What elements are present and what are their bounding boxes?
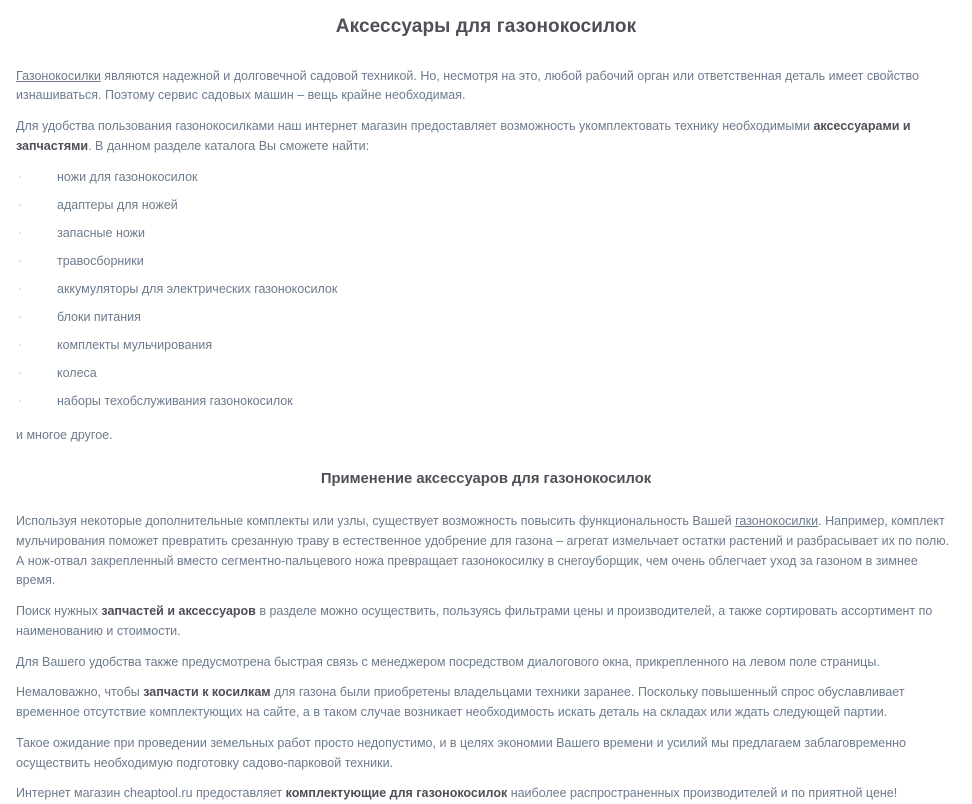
shop-paragraph xyxy=(16,106,956,157)
list-item xyxy=(16,331,956,359)
list-item xyxy=(16,163,956,191)
lawnmower-link[interactable]: газонокосилки xyxy=(735,514,819,529)
list-item xyxy=(16,219,956,247)
list-item-label: блоки питания xyxy=(57,309,141,324)
usage-paragraph xyxy=(16,496,956,591)
list-item xyxy=(16,303,956,331)
section-title: Применение аксессуаров для газонокосилок xyxy=(320,471,652,488)
waiting-paragraph: Такое ожидание при проведении земельных работ просто недопустимо, и в целях экономии Вашего времени и усилий мы предлагаем заблаговременно осуществить необходимую подготовку садово-парковой техники. xyxy=(16,735,906,770)
bullet-icon: · xyxy=(18,393,23,408)
page-title: Аксессуары для газонокосилок xyxy=(335,16,637,37)
accessories-list xyxy=(16,157,956,415)
list-item-label: колеса xyxy=(57,365,97,380)
list-item-label: запасные ножи xyxy=(57,225,146,240)
list-item-label: травосборники xyxy=(57,253,144,268)
usage-paragraph-part1: Используя некоторые дополнительные комплекты или узлы, существует возможность повысить функциональность Вашей xyxy=(16,514,736,529)
spares-paragraph xyxy=(16,672,956,723)
search-paragraph xyxy=(16,591,956,642)
bullet-icon: · xyxy=(18,197,23,212)
search-paragraph-part1: Поиск нужных xyxy=(16,604,102,619)
bullet-icon: · xyxy=(18,225,23,240)
closing-paragraph-part1: Интернет магазин cheaptool.ru предоставляет xyxy=(16,786,286,801)
shop-paragraph-bold: аксессуарами и запчастями xyxy=(16,119,911,153)
search-paragraph-bold: запчастей и аксессуаров xyxy=(101,604,256,619)
list-item-label: ножи для газонокосилок xyxy=(57,169,198,184)
usage-paragraph-part2: . Например, комплект мульчирования поможет превратить срезанную траву в естественное удобрение для газона – агрегат измельчает остатки растений и разбрасывает их по полю. А нож-отвал закрепленный вместо сегментно-пальцевого ножа превращает газонокосилку в снегоуборщик, чем очень облегчает уход за газоном в зимнее время. xyxy=(16,514,950,588)
intro-paragraph-text: являются надежной и долговечной садовой техникой. Но, несмотря на это, любой рабочий орган или ответственная деталь имеет свойство изнашиваться. Поэтому сервис садовых машин – вещь крайне необходимая. xyxy=(16,68,919,103)
list-item xyxy=(16,247,956,275)
spares-paragraph-part2: для газона были приобретены владельцами техники заранее. Поскольку повышенный спрос обуславливает временное отсутствие комплектующих на сайте, а в таком случае возникает необходимость искать деталь на складах или ждать следующей партии. xyxy=(16,685,905,720)
list-item xyxy=(16,359,956,387)
list-item-label: наборы техобслуживания газонокосилок xyxy=(57,393,293,408)
bullet-icon: · xyxy=(18,281,23,296)
list-tail-note: и многое другое. xyxy=(16,427,113,442)
bullet-icon: · xyxy=(18,309,23,324)
list-item-label: адаптеры для ножей xyxy=(57,197,178,212)
intro-paragraph xyxy=(16,41,956,107)
spares-paragraph-part1: Немаловажно, чтобы xyxy=(16,685,144,700)
list-item xyxy=(16,387,956,415)
bullet-icon: · xyxy=(18,253,23,268)
search-paragraph-part2: в разделе можно осуществить, пользуясь фильтрами цены и производителей, а также сортировать ассортимент по наименованию и стоимости. xyxy=(16,604,933,638)
closing-paragraph xyxy=(16,773,956,804)
list-item-label: комплекты мульчирования xyxy=(57,337,213,352)
shop-paragraph-part1: Для удобства пользования газонокосилками наш интернет магазин предоставляет возможность укомплектовать технику необходимыми xyxy=(16,119,814,134)
closing-paragraph-part2: наиболее распространенных производителей и по приятной цене! xyxy=(507,786,898,801)
list-item-label: аккумуляторы для электрических газонокосилок xyxy=(57,281,338,296)
bullet-icon: · xyxy=(18,337,23,352)
bullet-icon: · xyxy=(18,365,23,380)
shop-paragraph-part2: . В данном разделе каталога Вы сможете найти: xyxy=(88,138,370,153)
list-item xyxy=(16,191,956,219)
list-item xyxy=(16,275,956,303)
closing-paragraph-bold: комплектующие для газонокосилок xyxy=(285,786,508,801)
spares-paragraph-bold: запчасти к косилкам xyxy=(143,685,271,700)
manager-paragraph: Для Вашего удобства также предусмотрена быстрая связь с менеджером посредством диалогового окна, прикрепленного на левом поле страницы. xyxy=(16,654,880,669)
bullet-icon: · xyxy=(18,169,23,184)
lawnmowers-link[interactable]: Газонокосилки xyxy=(16,68,101,83)
